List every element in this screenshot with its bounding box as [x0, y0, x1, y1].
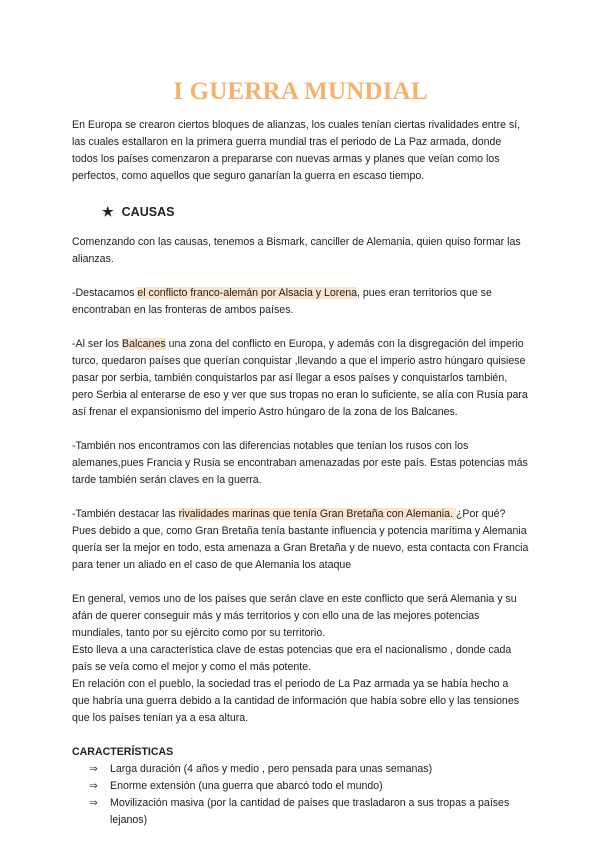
- causas-paragraph-alsacia: [72, 285, 529, 319]
- intro-paragraph: En Europa se crearon ciertos bloques de alianzas, los cuales tenían ciertas rivalidades entre sí, las cuales estallaron en la primera guerra mundial tras el periodo de La Paz armada, donde todos los países comenzaron a prepararse con nuevas armas y planes que veían como los perfectos, como aquellos que seguro ganarían la guerra en escaso tiempo.: [72, 119, 521, 182]
- causas-paragraph-general: En general, vemos uno de los países que serán clave en este conflicto que será Alemania y su afán de querer conseguir más y más territorios y con ello una de las mejores potencias mundiales, tanto por su ejército como por su territorio.: [72, 593, 517, 639]
- arrow-right-icon: ⇒: [89, 780, 98, 792]
- list-item-text: Enorme extensión (una guerra que abarcó todo el mundo): [110, 780, 383, 792]
- causas-paragraph-pueblo: En relación con el pueblo, la sociedad tras el periodo de La Paz armada ya se había hecho a que habría una guerra debido a la cantidad de información que había sobre ello y las tensiones que los países tenían ya a esa altura.: [72, 678, 520, 724]
- list-item: [89, 778, 529, 795]
- list-item-text: Larga duración (4 años y medio , pero pensada para unas semanas): [110, 763, 433, 775]
- paragraph-text: , pues eran territorios que se encontraban en las fronteras de ambos países.: [72, 287, 492, 316]
- paragraph-text: -También destacar las: [72, 508, 179, 520]
- arrow-right-icon: ⇒: [89, 763, 98, 775]
- star-icon: ★: [102, 204, 114, 219]
- causas-paragraph-nacionalismo: Esto lleva a una característica clave de estas potencias que era el nacionalismo , donde cada país se veía como el mejor y como el más potente.: [72, 644, 512, 673]
- highlighted-text: Balcanes: [122, 338, 166, 350]
- causas-heading-text: CAUSAS: [121, 205, 175, 219]
- paragraph-text: ¿Por qué?Pues debido a que, como Gran Bretaña tenía bastante influencia y potencia marítima y Alemania quería ser la mejor en todo, esta amenaza a Gran Bretaña y de nuevo, esta contacta con Francia para tener un aliado en el caso de que Alemania los ataque: [72, 508, 529, 571]
- causas-heading: [72, 200, 529, 224]
- highlighted-text: rivalidades marinas que tenía Gran Bretaña con Alemania.: [178, 508, 456, 520]
- list-item-text: Movilización masiva (por la cantidad de países que trasladaron a sus tropas a países lejanos): [110, 797, 510, 826]
- arrow-right-icon: ⇒: [89, 797, 98, 809]
- caracteristicas-heading: CARACTERÍSTICAS: [72, 746, 174, 758]
- list-item: [89, 761, 529, 778]
- highlighted-text: el conflicto franco-alemán por Alsacia y Lorena: [137, 287, 358, 299]
- causas-paragraph-balcanes: [72, 336, 529, 421]
- causas-paragraph-rusia: -También nos encontramos con las diferencias notables que tenían los rusos con los alemanes,pues Francia y Rusia se encontraban amenazadas por este país. Estas potencias más tarde también serán claves en la guerra.: [72, 440, 528, 486]
- document-title: I GUERRA MUNDIAL: [173, 78, 428, 105]
- causas-paragraph-bismark: Comenzando con las causas, tenemos a Bismark, canciller de Alemania, quien quiso formar las alianzas.: [72, 236, 521, 265]
- paragraph-text: -Al ser los: [72, 338, 123, 350]
- list-item: [89, 795, 529, 829]
- paragraph-text: -Destacamos: [72, 287, 138, 299]
- causas-paragraph-rivalidades: [72, 506, 529, 574]
- paragraph-text: una zona del conflicto en Europa, y además con la disgregación del imperio turco, quedaron países que querían conquistar ,llevando a que el imperio astro húngaro quisiese pasar por serbia, también conquistarlos par así llegar a esos países y conquistarlos también, pero Serbia al enterarse de eso y ver que sus tropas no eran lo suficiente, se alía con Rusia para así frenar el expansionismo del imperio Astro húngaro de la zona de los Balcanes.: [72, 338, 528, 418]
- caracteristicas-list: [72, 761, 529, 829]
